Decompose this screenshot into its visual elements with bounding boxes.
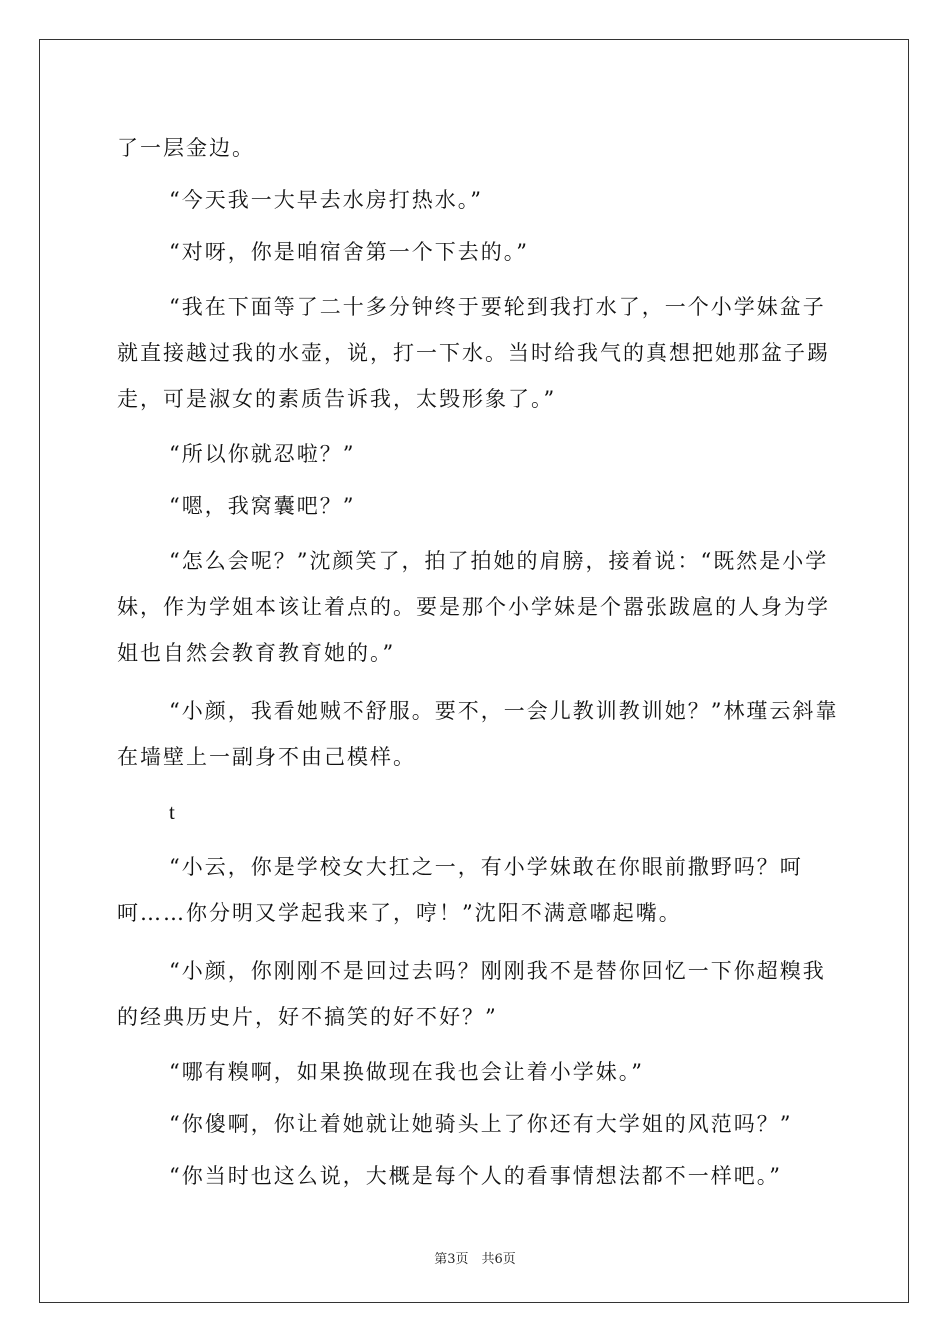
paragraph: “小云，你是学校女大扛之一，有小学妹敢在你眼前撒野吗？呵呵……你分明又学起我来了，哼！”沈阳不满意嘟起嘴。 [117,855,803,925]
paragraph: 了一层金边。 [117,136,255,160]
paragraph: “今天我一大早去水房打热水。” [169,188,483,212]
paragraph: “小颜，我看她贼不舒服。要不，一会儿教训教训她？”林瑾云斜靠在墙壁上一副身不由己模样。 [117,699,839,769]
paragraph: “嗯，我窝囊吧？” [169,494,356,518]
paragraph: “怎么会呢？”沈颜笑了，拍了拍她的肩膀，接着说：“既然是小学妹，作为学姐本该让着点的。要是那个小学妹是个嚣张跋扈的人身为学姐也自然会教育教育她的。” [117,549,830,665]
paragraph: “所以你就忍啦？” [169,442,356,466]
page-number-footer: 第3页 共6页 [434,1252,516,1267]
paragraph: “哪有糗啊，如果换做现在我也会让着小学妹。” [169,1060,644,1084]
document-body [117,128,842,1196]
paragraph: “我在下面等了二十多分钟终于要轮到我打水了，一个小学妹盆子就直接越过我的水壶，说，打一下水。当时给我气的真想把她那盆子踢走，可是淑女的素质告诉我，太毁形象了。” [117,295,830,411]
paragraph: “对呀，你是咱宿舍第一个下去的。” [169,240,529,264]
paragraph: “你当时也这么说，大概是每个人的看事情想法都不一样吧。” [169,1164,782,1188]
paragraph: “小颜，你刚刚不是回过去吗？刚刚我不是替你回忆一下你超糗我的经典历史片，好不搞笑的好不好？” [117,959,826,1029]
paragraph: t [169,800,177,824]
paragraph: “你傻啊，你让着她就让她骑头上了你还有大学姐的风范吗？” [169,1112,793,1136]
